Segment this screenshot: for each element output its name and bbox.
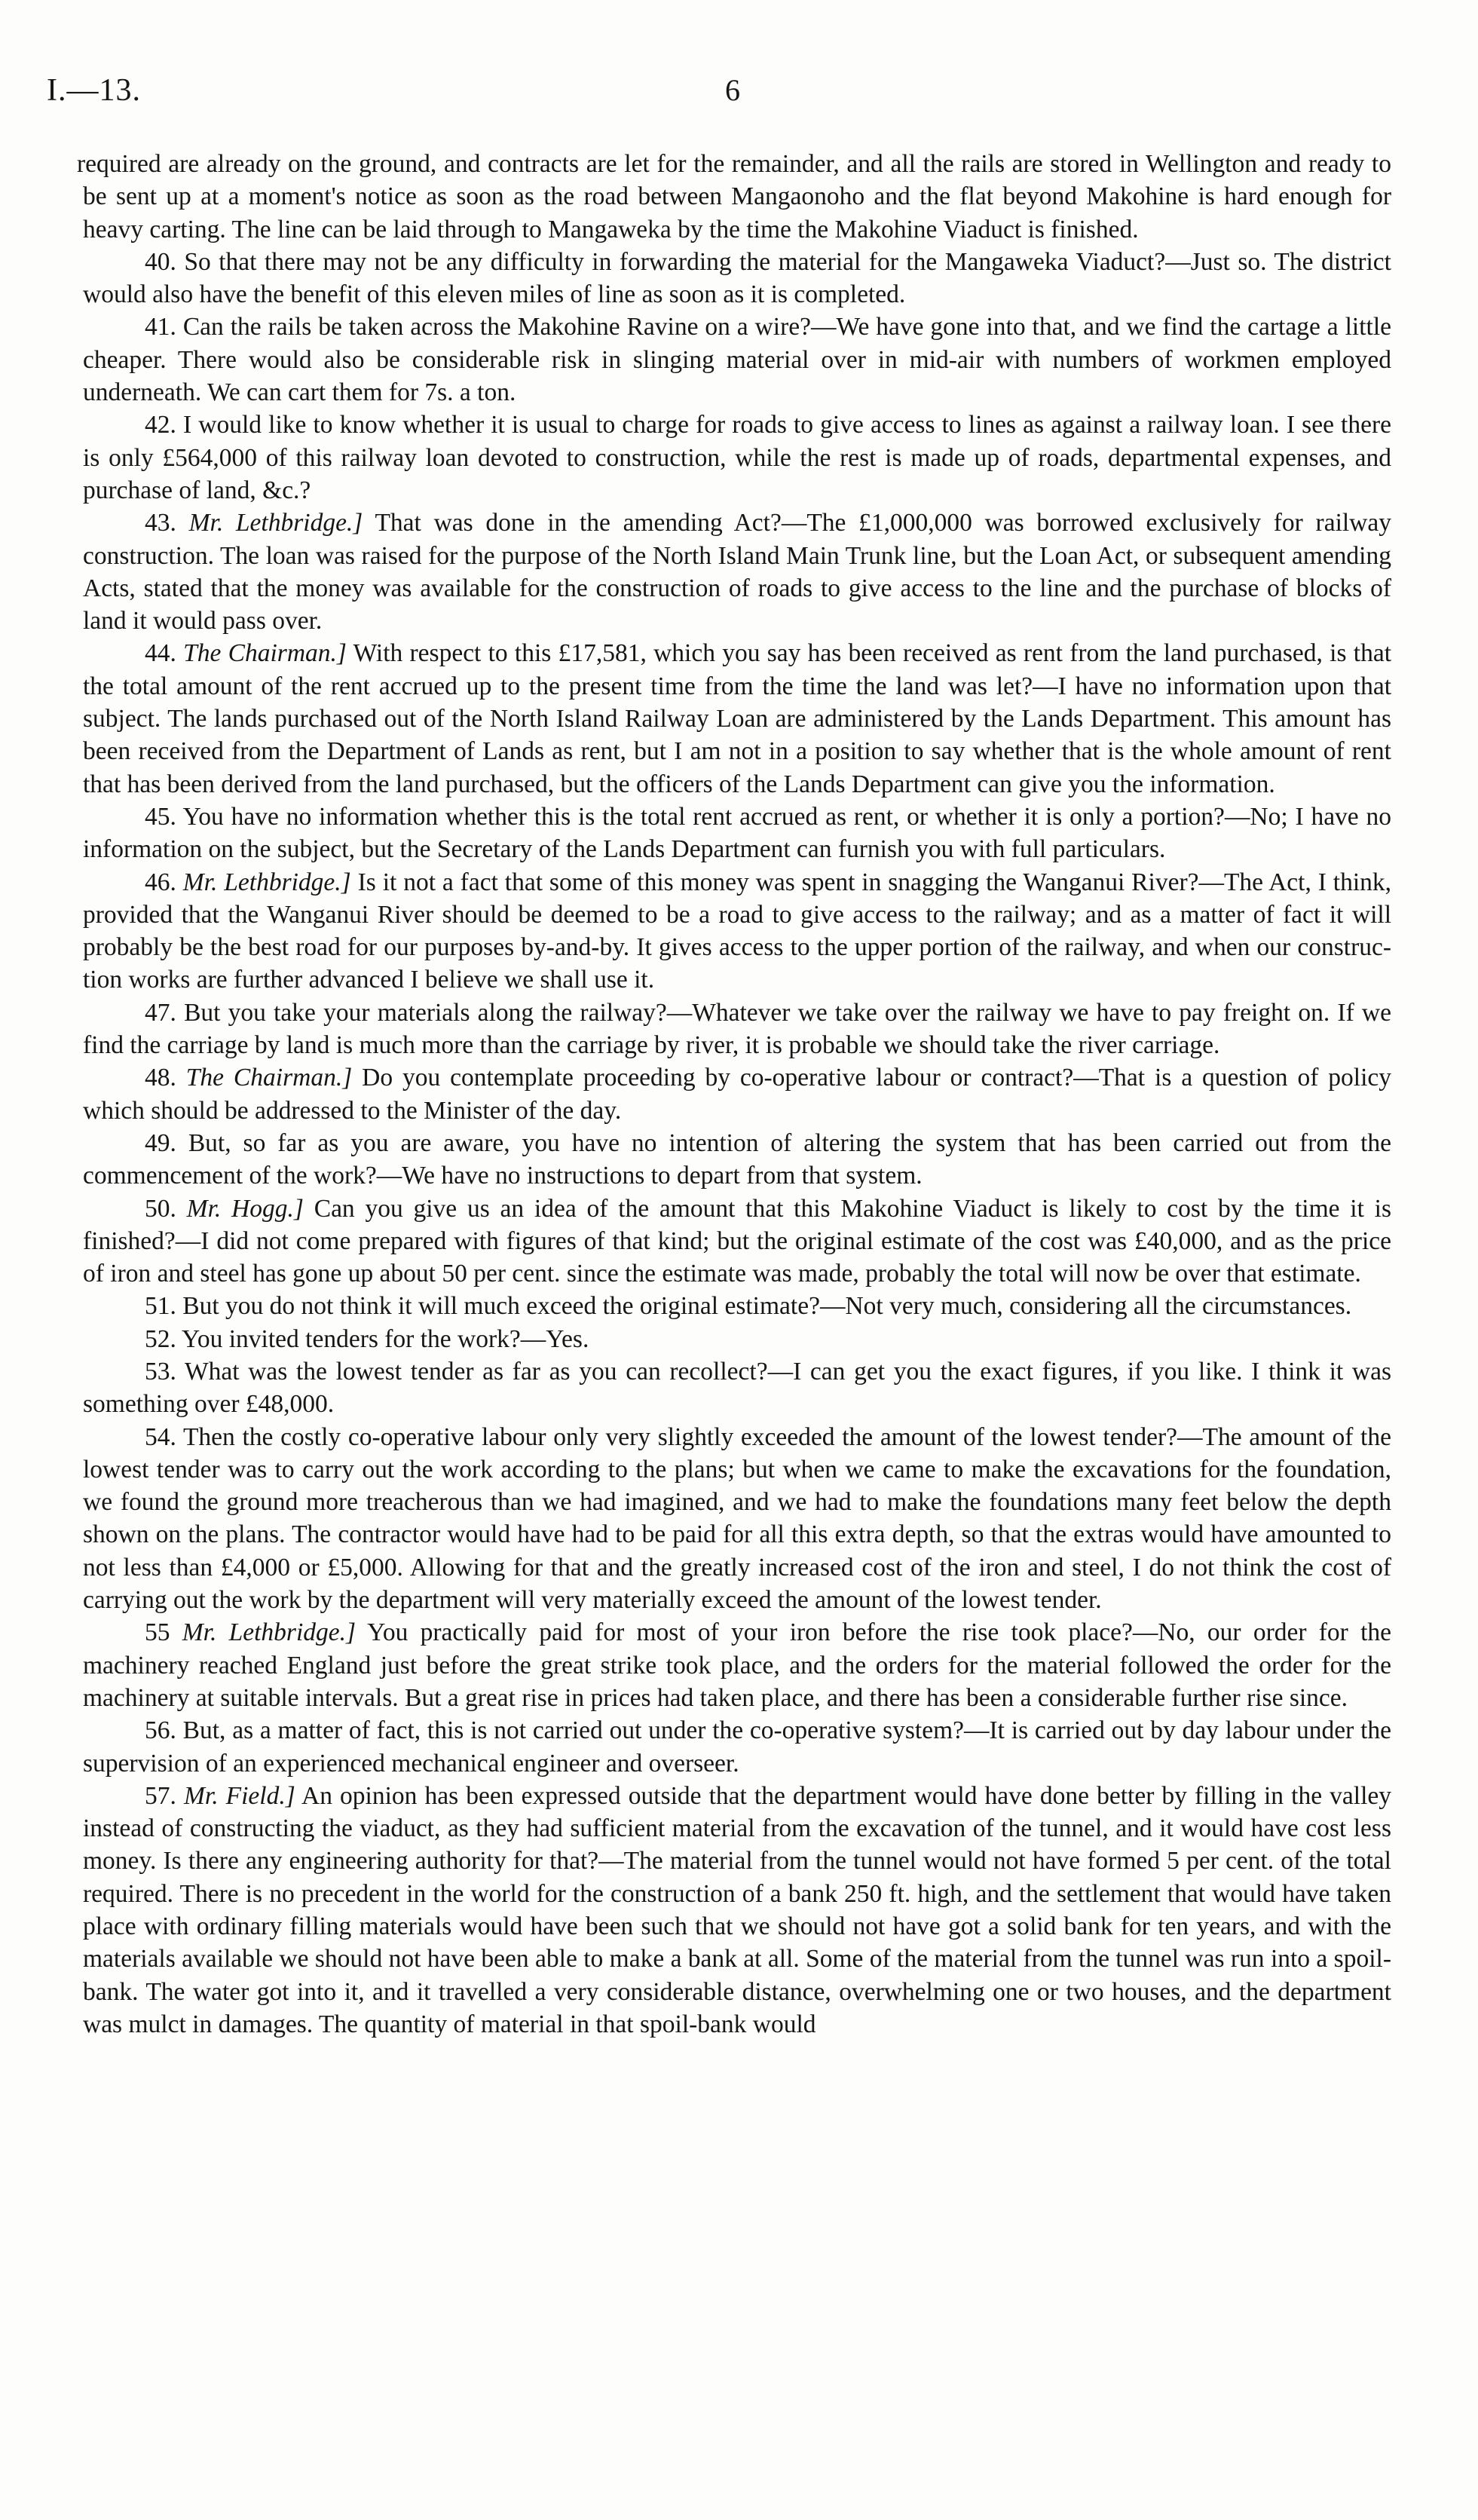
question-number: 43. [145,509,176,537]
question-paragraph-45 [83,801,1391,866]
question-number: 50. [145,1194,176,1223]
question-paragraph-57 [83,1780,1391,2041]
speaker-name: Mr. Field.] [183,1781,295,1810]
question-number: 55 [145,1618,170,1647]
speaker-name: Mr. Lethbridge.] [188,509,363,537]
question-number: 46. [145,868,176,896]
question-paragraph-43 [83,507,1391,637]
paragraph-text: Can the rails be taken across the Makohine Ravine on a wire?—We have gone into that, and we find the cartage a little cheaper. There would also be considerable risk in slinging material over in mid-air with numbers of workmen employed underneath. We can cart them for 7s. a ton. [83,313,1392,407]
question-paragraph-53 [83,1355,1391,1421]
question-number: 56. [145,1716,176,1745]
speaker-name: Mr. Hogg.] [186,1194,304,1223]
question-paragraph-55 [83,1616,1391,1714]
question-paragraph-42 [83,409,1391,507]
paragraph-text: So that there may not be any difficulty in forwarding the material for the Mangaweka Viaduct?—Just so. The district would also have the benefit of this eleven miles of line as soon as it is completed. [83,247,1391,309]
question-paragraph-50 [83,1193,1391,1291]
page-number: 6 [725,73,740,107]
paragraph-text: Can you give us an idea of the amount that this Makohine Viaduct is likely to cost by the time it is finished?—I did not come prepared with figures of that kind; but the original estimate of the cost was £40,000, and as the price of iron and steel has gone up about 50 per cent. since the estimate was made, probably the total will now be over that estimate. [83,1194,1392,1288]
question-number: 48. [145,1064,176,1092]
question-paragraph-52 [83,1323,1391,1355]
question-number: 54. [145,1422,176,1451]
paragraph-text: That was done in the amending Act?—The £1,000,000 was borrowed exclusively for railway construction. The loan was raised for the purpose of the North Island Main Trunk line, but the Loan Act, or subsequent amending Acts, stated that the money was available for the construction of roads to give access to the line and the purchase of blocks of land it would pass over. [83,509,1391,635]
paragraph-continued [77,148,1391,246]
paragraph-text: Is it not a fact that some of this money was spent in snagging the Wanganui River?—The Act, I think, provided that the Wanganui River should be deemed to be a road to give access to the railway; and as a matter of fact it will probably be the best road for our purposes by-and-by. It gives access to the upper portion of the railway, and when our construction works are further advanced I believe we shall use it. [83,868,1392,994]
speaker-name: The Chairman.] [183,639,347,668]
question-number: 44. [145,639,176,668]
question-number: 40. [145,247,176,276]
question-paragraph-46 [83,866,1391,997]
question-paragraph-48 [83,1061,1391,1127]
question-number: 53. [145,1357,176,1386]
paragraph-text: Do you contemplate proceeding by co-operative labour or contract?—That is a question of policy which should be addressed to the Minister of the day. [83,1064,1391,1125]
question-number: 52. [145,1324,176,1353]
question-paragraph-44 [83,637,1391,800]
evidence-text-body [77,148,1392,2041]
question-paragraph-47 [83,997,1391,1062]
speaker-name: Mr. Lethbridge.] [182,868,351,896]
question-number: 45. [145,802,176,831]
question-number: 49. [145,1128,176,1157]
paragraph-text: You practically paid for most of your iron before the rise took place?—No, our order for the machinery reached England just before the great strike took place, and the orders for the material followed the order for the machinery at suitable intervals. But a great rise in prices had taken place, and there has been a considerable further rise since. [83,1618,1391,1712]
question-paragraph-41 [83,311,1391,409]
parliamentary-paper-reference: I.—13. [47,73,141,108]
question-paragraph-56 [83,1714,1391,1780]
paragraph-text: Then the costly co-operative labour only very slightly exceeded the amount of the lowest tender?—The amount of the lowest tender was to carry out the work according to the plans; but when we came to make the excavations for the foundation, we found the ground more treacherous than we had imagined, and we had to make the foundations many feet below the depth shown on the plans. The contractor would have had to be paid for all this extra depth, so that the extras would have amounted to not less than £4,000 or £5,000. Allowing for that and the greatly increased cost of the iron and steel, I do not think the cost of carrying out the work by the department will very materially exceed the amount of the lowest tender. [83,1422,1391,1615]
speaker-name: Mr. Lethbridge.] [182,1618,356,1647]
paragraph-text: But, as a matter of fact, this is not carried out under the co-operative system?—It is carried out by day labour under the supervision of an experienced mechanical engineer and overseer. [83,1716,1391,1777]
paragraph-text: But you take your materials along the railway?—Whatever we take over the railway we have to pay freight on. If we find the carriage by land is much more than the carriage by river, it is probable we should take the river carriage. [83,998,1391,1060]
speaker-name: The Chairman.] [185,1064,353,1092]
question-paragraph-40 [83,246,1391,311]
question-number: 47. [145,998,176,1027]
question-paragraph-49 [83,1127,1391,1193]
paragraph-text: required are already on the ground, and contracts are let for the remainder, and all the rails are stored in Wellington and ready to be sent up at a moment's notice as soon as the road between Mangaonoho and the flat beyond Makohine is hard enough for heavy carting. The line can be laid through to Mangaweka by the time the Makohine Viaduct is finished. [77,150,1391,243]
question-number: 41. [145,313,176,341]
paragraph-text: You have no information whether this is the total rent accrued as rent, or whether it is only a portion?—No; I have no information on the subject, but the Secretary of the Lands Department can furnish you with full particulars. [83,802,1392,864]
question-paragraph-54 [83,1421,1391,1617]
question-number: 42. [145,411,176,439]
question-number: 51. [145,1292,176,1321]
paragraph-text: An opinion has been expressed outside that the department would have done better by filling in the valley instead of constructing the viaduct, as they had sufficient material from the excavation of the tunnel, and it would have cost less money. Is there any engineering authority for that?—The material from the tunnel would not have formed 5 per cent. of the total required. There is no precedent in the world for the construction of a bank 250 ft. high, and the settlement that would have taken place with ordinary filling materials would have been such that we should not have got a solid bank for ten years, and with the materials available we should not have been able to make a bank at all. Some of the material from the tunnel was run into a spoil-bank. The water got into it, and it travelled a very considerable distance, overwhelming one or two houses, and the department was mulct in damages. The quantity of material in that spoil-bank would [83,1781,1392,2038]
question-number: 57. [145,1781,176,1810]
paragraph-text: With respect to this £17,581, which you say has been received as rent from the land purchased, is that the total amount of the rent accrued up to the present time from the time the land was let?—I have no information upon that subject. The lands purchased out of the North Island Railway Loan are administered by the Lands Department. This amount has been received from the Department of Lands as rent, but I am not in a position to say whether that is the whole amount of rent that has been derived from the land purchased, but the officers of the Lands Department can give you the information. [83,639,1392,798]
paragraph-text: I would like to know whether it is usual to charge for roads to give access to lines as against a railway loan. I see there is only £564,000 of this railway loan devoted to construction, while the rest is made up of roads, departmental expenses, and purchase of land, &c.? [83,411,1392,504]
paragraph-text: What was the lowest tender as far as you can recollect?—I can get you the exact figures, if you like. I think it was something over £48,000. [83,1357,1391,1419]
question-paragraph-51 [83,1290,1391,1322]
paragraph-text: But, so far as you are aware, you have no intention of altering the system that has been carried out from the commencement of the work?—We have no instructions to depart from that system. [83,1128,1392,1190]
paragraph-text: You invited tenders for the work?—Yes. [182,1324,589,1353]
paragraph-text: But you do not think it will much exceed the original estimate?—Not very much, considering all the circumstances. [182,1292,1352,1321]
